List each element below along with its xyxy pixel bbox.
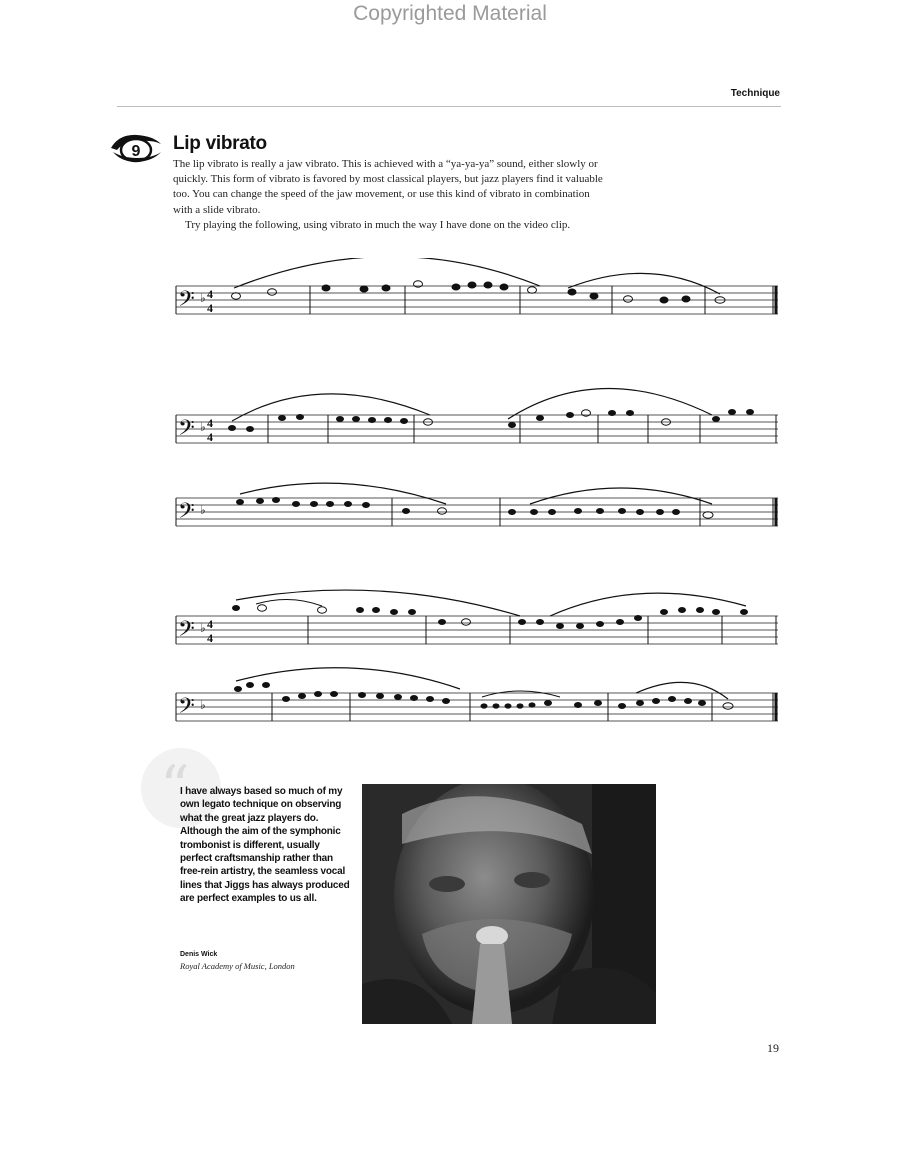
page-heading: Lip vibrato [173,133,267,154]
quote-affiliation: Royal Academy of Music, London [180,961,295,971]
svg-text:𝄢: 𝄢 [178,694,195,724]
copyright-watermark: Copyrighted Material [353,2,547,25]
trombonist-photo [362,784,656,1024]
music-notation [0,258,900,728]
quote-author: Denis Wick [180,951,218,958]
staff-system-3 [176,483,778,529]
svg-text:♭: ♭ [200,698,206,712]
body-text [173,157,603,233]
pull-quote-text: I have always based so much of my own legato technique on observing what the great jazz players do. Although the aim of the symphonic trombonist is different, usually perfect craftsmanship rather than free-rein artistry, the seamless vocal lines that Jiggs has always produced are perfect examples to us all. [180,786,350,905]
svg-text:♭: ♭ [200,291,206,305]
section-label: Technique [730,88,780,99]
video-clip-icon [107,130,165,166]
svg-text:𝄢: 𝄢 [178,416,195,446]
svg-text:𝄢: 𝄢 [178,499,195,529]
body-paragraph-2: Try playing the following, using vibrato in much the way I have done on the video clip. [185,218,571,231]
svg-text:♭: ♭ [200,503,206,517]
staff-system-4 [176,590,778,647]
svg-text:4: 4 [207,287,213,301]
svg-text:♭: ♭ [200,621,206,635]
svg-text:4: 4 [207,430,213,444]
svg-text:4: 4 [207,617,213,631]
svg-text:4: 4 [207,631,213,645]
header-rule [117,106,781,107]
svg-text:♭: ♭ [200,420,206,434]
staff-system-2 [176,388,778,446]
staff-system-1 [176,258,778,317]
pull-quote [180,785,350,906]
svg-text:“: “ [160,753,190,821]
svg-text:4: 4 [207,301,213,315]
page-number: 19 [767,1041,779,1055]
staff-system-5 [176,668,778,724]
body-paragraph-1: The lip vibrato is really a jaw vibrato. This is achieved with a “ya-ya-ya” sound, either slowly or quickly. This form of vibrato is favored by most classical players, but jazz players find it valuable too. You can change the speed of the jaw movement, or use this kind of vibrato in combination with a slide vibrato. [173,158,603,216]
svg-text:𝄢: 𝄢 [178,287,195,317]
svg-text:𝄢: 𝄢 [178,617,195,647]
svg-text:4: 4 [207,416,213,430]
clip-number: 9 [131,143,141,160]
